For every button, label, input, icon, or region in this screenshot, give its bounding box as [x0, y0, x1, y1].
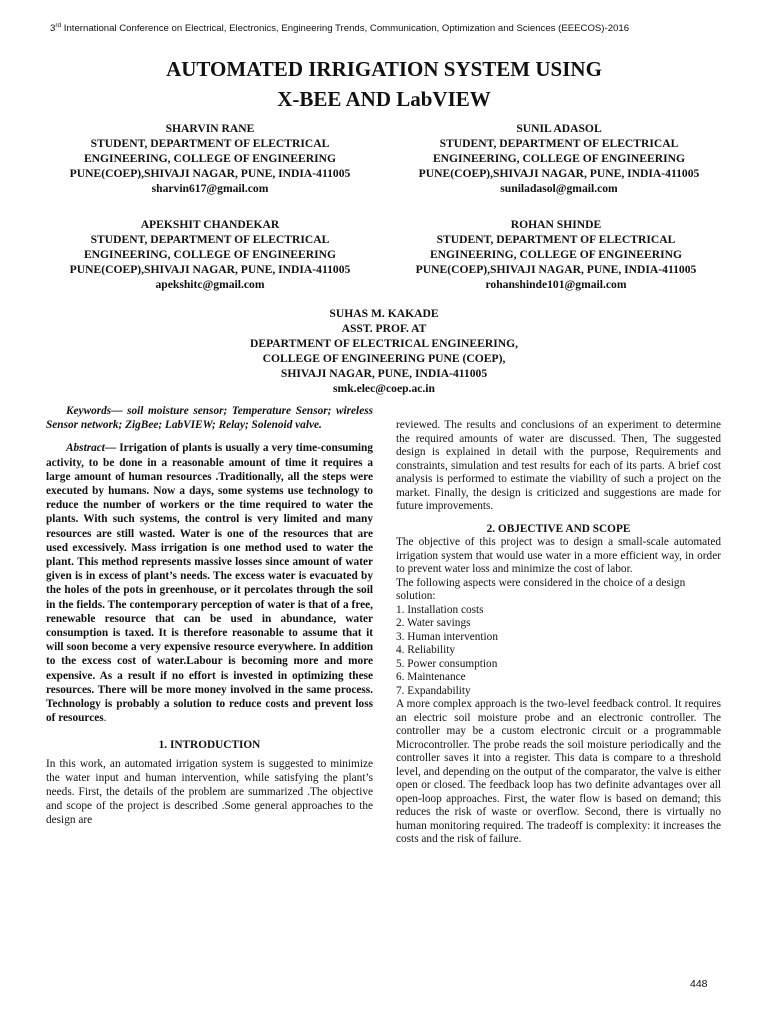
author-name: ROHAN SHINDE — [510, 218, 602, 231]
aspect-item: 4. Reliability — [396, 644, 455, 656]
author-affiliation-line: PUNE(COEP),SHIVAJI NAGAR, PUNE, INDIA-411005 — [69, 167, 351, 180]
author-affiliation-line: PUNE(COEP),SHIVAJI NAGAR, PUNE, INDIA-411005 — [415, 263, 697, 276]
advisor-title: ASST. PROF. AT — [341, 322, 427, 335]
author-block-1 — [40, 121, 380, 196]
abstract — [46, 441, 373, 725]
introduction-text: In this work, an automated irrigation system is suggested to minimize the water input and human intervention, while satisfying the plant’s needs. First, the details of the problem are summarized .The objective and scope of the project is described .Some general approaches to the design are — [46, 757, 373, 827]
aspect-item: 6. Maintenance — [396, 671, 466, 683]
author-block-2 — [389, 121, 729, 196]
keywords — [46, 404, 373, 432]
author-affiliation-line: PUNE(COEP),SHIVAJI NAGAR, PUNE, INDIA-411005 — [69, 263, 351, 276]
author-affiliation-line: STUDENT, DEPARTMENT OF ELECTRICAL — [436, 233, 676, 246]
author-email: apekshitc@gmail.com — [155, 278, 265, 291]
author-affiliation-line: ENGINEERING, COLLEGE OF ENGINEERING — [429, 248, 683, 261]
paper-title-line-2: X-BEE AND LabVIEW — [277, 87, 491, 111]
objective-text: The objective of this project was to design a small-scale automated irrigation system that would use water in a more efficient way, in order to prevent water loss and minimize the cost of labor. — [396, 536, 721, 575]
advisor-address: SHIVAJI NAGAR, PUNE, INDIA-411005 — [280, 367, 488, 380]
author-affiliation-line: STUDENT, DEPARTMENT OF ELECTRICAL — [90, 233, 330, 246]
aspect-item: 3. Human intervention — [396, 630, 498, 643]
paper-title-line-1: AUTOMATED IRRIGATION SYSTEM USING — [166, 57, 602, 81]
right-column — [396, 419, 721, 847]
section-heading-introduction: 1. INTRODUCTION — [158, 739, 261, 752]
advisor-block — [184, 306, 584, 396]
aspect-item: 7. Expandability — [396, 684, 471, 697]
conference-header — [50, 22, 730, 34]
author-name: SUNIL ADASOL — [516, 122, 602, 135]
author-affiliation-line: STUDENT, DEPARTMENT OF ELECTRICAL — [90, 137, 330, 150]
aspect-item: 2. Water savings — [396, 617, 471, 629]
aspect-item: 1. Installation costs — [396, 603, 484, 616]
keywords-label: Keywords— — [66, 405, 123, 417]
advisor-email: smk.elec@coep.ac.in — [333, 382, 435, 395]
author-name: APEKSHIT CHANDEKAR — [140, 218, 280, 231]
author-block-4 — [386, 217, 726, 292]
introduction-continued: reviewed. The results and conclusions of an experiment to determine the required amounts of water are discussed. Then, The suggested design is explained in detail with the purpose, Requirements and constraints, simulation and test results for each of its parts. A brief cost analysis is performed to estimate the viability of such a project on the market. Finally, the design is criticized and suggestions are made for future improvements. — [396, 419, 721, 512]
section-heading-objective: 2. OBJECTIVE AND SCOPE — [486, 522, 631, 535]
author-affiliation-line: ENGINEERING, COLLEGE OF ENGINEERING — [83, 248, 337, 261]
author-email: sharvin617@gmail.com — [151, 182, 269, 195]
abstract-end: . — [103, 712, 107, 725]
abstract-text: — Irrigation of plants is usually a very time-consuming activity, to be done in a reasonable amount of time it requires a large amount of human resources .Traditionally, all the steps were executed by humans. Now a days, some systems use technology to reduce the number of workers or the time required to water the plants. With such systems, the control is very limited and many resources are still wasted. Water is one of the resources that are used excessively. Mass irrigation is one method used to water the plant. This method represents massive losses since amount of water given is in excess of plant’s needs. The excess water is evacuated by the holes of the pots in greenhouse, or it percolates through the soil in the fields. The contemporary perception of water is that of a free, renewable resource that can be used in abundance, water consumption is taxed. It is therefore reasonable to assume that it will soon become a very expensive resource everywhere. In addition to the excess cost of water.Labour is becoming more and more expensive. As a result if no effort is invested in optimizing these resources. There will be more money involved in the same process. Technology is probably a solution to reduce costs and prevent loss of resources — [46, 442, 373, 725]
author-name: SHARVIN RANE — [165, 122, 255, 135]
conference-ordinal-suffix: rd — [55, 22, 62, 29]
author-block-3 — [40, 217, 380, 292]
advisor-name: SUHAS M. KAKADE — [329, 307, 439, 320]
author-email: suniladasol@gmail.com — [500, 182, 618, 195]
author-affiliation-line: ENGINEERING, COLLEGE OF ENGINEERING — [83, 152, 337, 165]
aspects-intro: The following aspects were considered in the choice of a design solution: — [396, 576, 686, 602]
feedback-control-text: A more complex approach is the two-level feedback control. It requires an electric soil moisture probe and an electronic controller. The controller may be a custom electronic circuit or a programmable Microcontroller. The probe reads the soil moisture periodically and the controller saves it into a register. This data is compare to a threshold level, and depending on the output of the comparator, the valve is either open or closed. The feedback loop has two definite advantages over all open-loop approaches. First, the water flow is based on demand; this reduces the risk of waste or overflow. Second, there is virtually no human monitoring required. The tradeoff is complexity: it increases the costs and the risk of failure. — [396, 698, 721, 845]
author-affiliation-line: PUNE(COEP),SHIVAJI NAGAR, PUNE, INDIA-411005 — [418, 167, 700, 180]
page-number: 448 — [690, 978, 708, 990]
advisor-department: DEPARTMENT OF ELECTRICAL ENGINEERING, — [249, 337, 518, 350]
advisor-college: COLLEGE OF ENGINEERING PUNE (COEP), — [262, 352, 506, 365]
author-affiliation-line: STUDENT, DEPARTMENT OF ELECTRICAL — [439, 137, 679, 150]
author-email: rohanshinde101@gmail.com — [485, 278, 627, 291]
conference-name: International Conference on Electrical, Electronics, Engineering Trends, Communication, Optimization and Sciences (EEECOS)-2016 — [61, 23, 630, 35]
left-column — [46, 404, 373, 828]
conference-ordinal: 3 — [50, 23, 56, 35]
aspect-item: 5. Power consumption — [396, 657, 498, 670]
author-affiliation-line: ENGINEERING, COLLEGE OF ENGINEERING — [432, 152, 686, 165]
abstract-label: Abstract — [66, 442, 105, 455]
keywords-text: soil moisture sensor; Temperature Sensor; wireless Sensor network; ZigBee; LabVIEW; Relay; Solenoid valve. — [46, 405, 373, 432]
